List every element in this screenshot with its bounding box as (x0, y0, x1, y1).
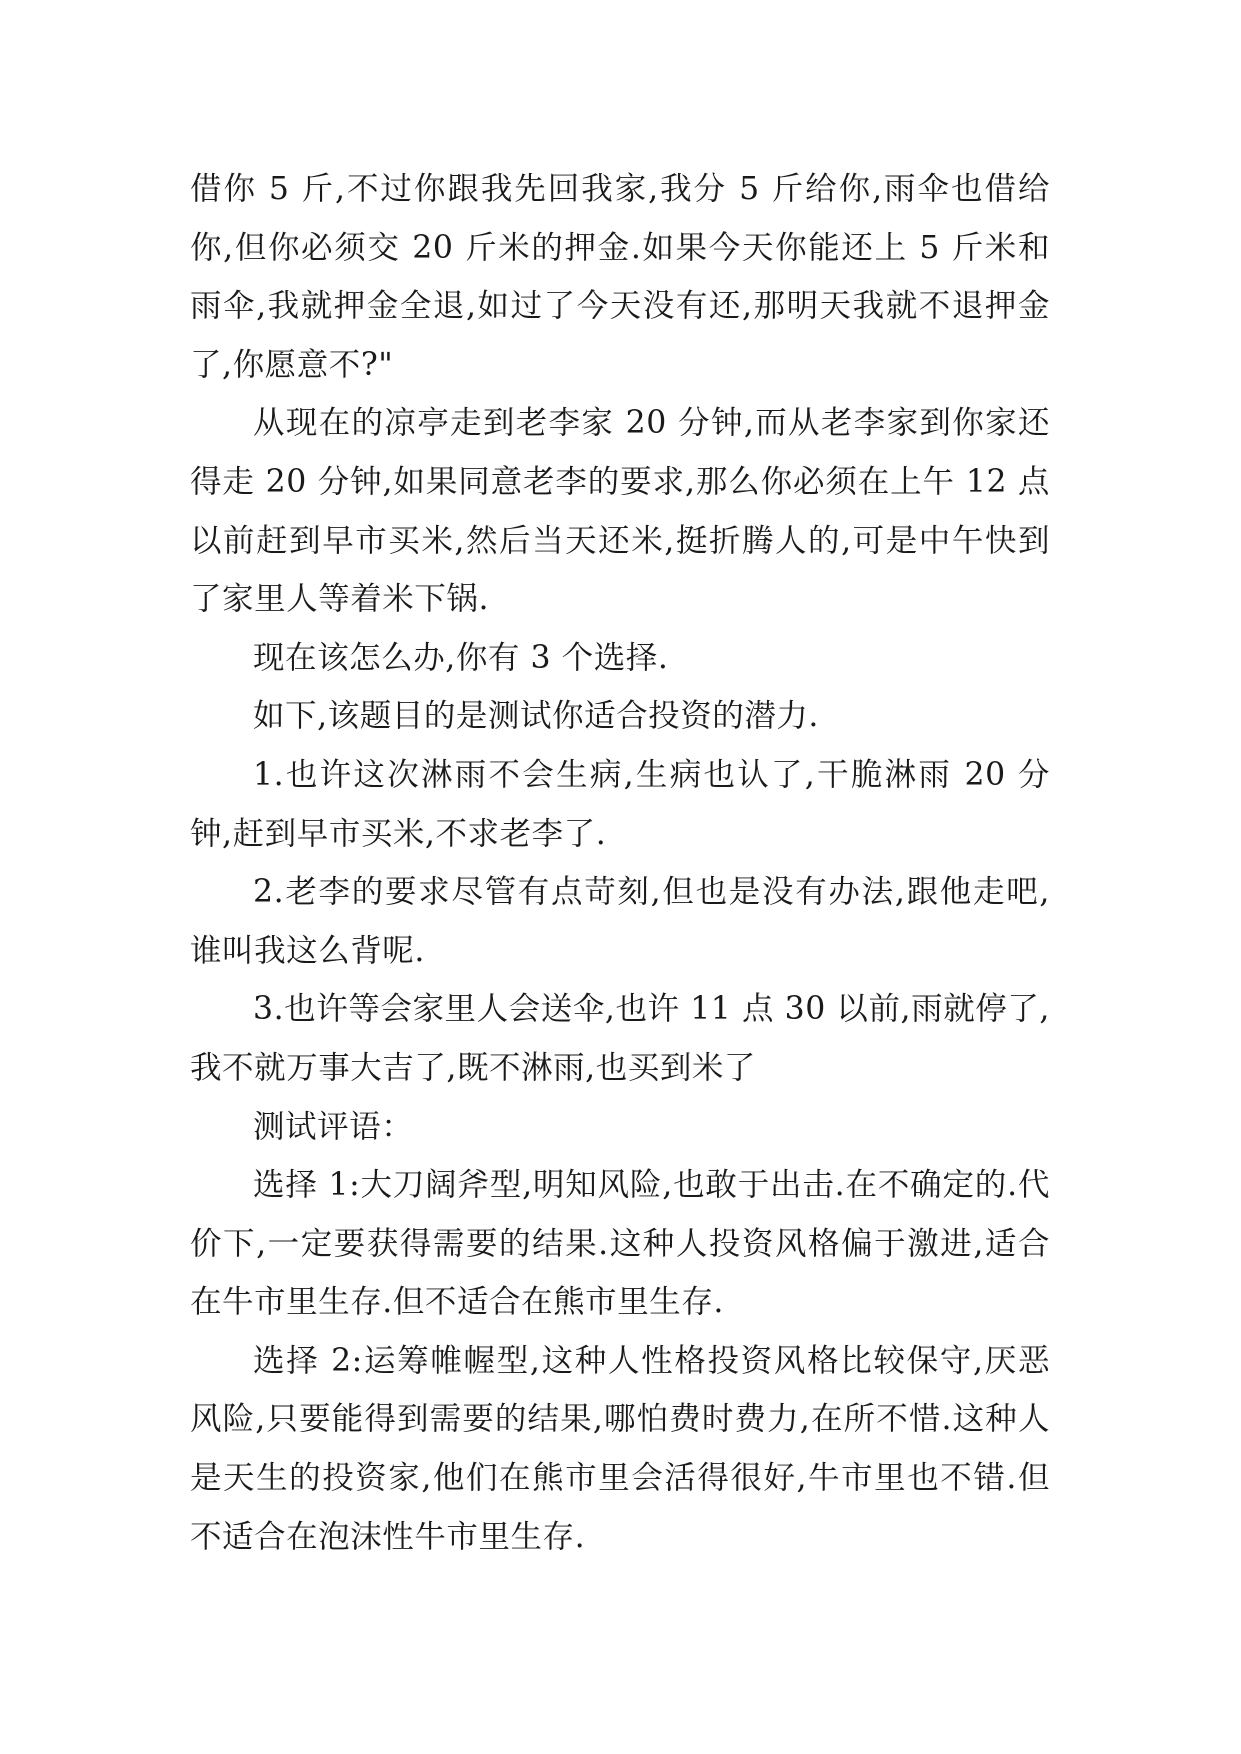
paragraph-test-purpose: 如下,该题目的是测试你适合投资的潜力. (253, 698, 819, 735)
paragraph-option-3: 3.也许等会家里人会送伞,也许 11 点 30 以前,雨就停了,我不就万事大吉了,既不淋雨,也买到米了 (190, 991, 1050, 1086)
paragraph-three-choices: 现在该怎么办,你有 3 个选择. (253, 639, 669, 676)
document-page (190, 160, 1050, 1566)
paragraph-review-choice-1: 选择 1:大刀阔斧型,明知风险,也敢于出击.在不确定的.代价下,一定要获得需要的结果.这种人投资风格偏于激进,适合在牛市里生存.但不适合在熊市里生存. (190, 1167, 1050, 1321)
paragraph-option-2: 2.老李的要求尽管有点苛刻,但也是没有办法,跟他走吧,谁叫我这么背呢. (190, 874, 1050, 969)
paragraph-review-heading: 测试评语： (253, 1108, 414, 1145)
paragraph-travel-time: 从现在的凉亭走到老李家 20 分钟,而从老李家到你家还得走 20 分钟,如果同意老李的要求,那么你必须在上午 12 点以前赶到早市买米,然后当天还米,挺折腾人的,可是中午快到了家里人等着米下锅. (190, 405, 1050, 618)
paragraph-loan-offer: 借你 5 斤,不过你跟我先回我家,我分 5 斤给你,雨伞也借给你,但你必须交 20 斤米的押金.如果今天你能还上 5 斤米和雨伞,我就押金全退,如过了今天没有还,那明天我就不退押金了,你愿意不?" (190, 171, 1050, 383)
paragraph-review-choice-2: 选择 2:运筹帷幄型,这种人性格投资风格比较保守,厌恶风险,只要能得到需要的结果,哪怕费时费力,在所不惜.这种人是天生的投资家,他们在熊市里会活得很好,牛市里也不错.但不适合在泡沫性牛市里生存. (190, 1342, 1050, 1555)
paragraph-option-1: 1.也许这次淋雨不会生病,生病也认了,干脆淋雨 20 分钟,赶到早市买米,不求老李了. (190, 756, 1050, 852)
